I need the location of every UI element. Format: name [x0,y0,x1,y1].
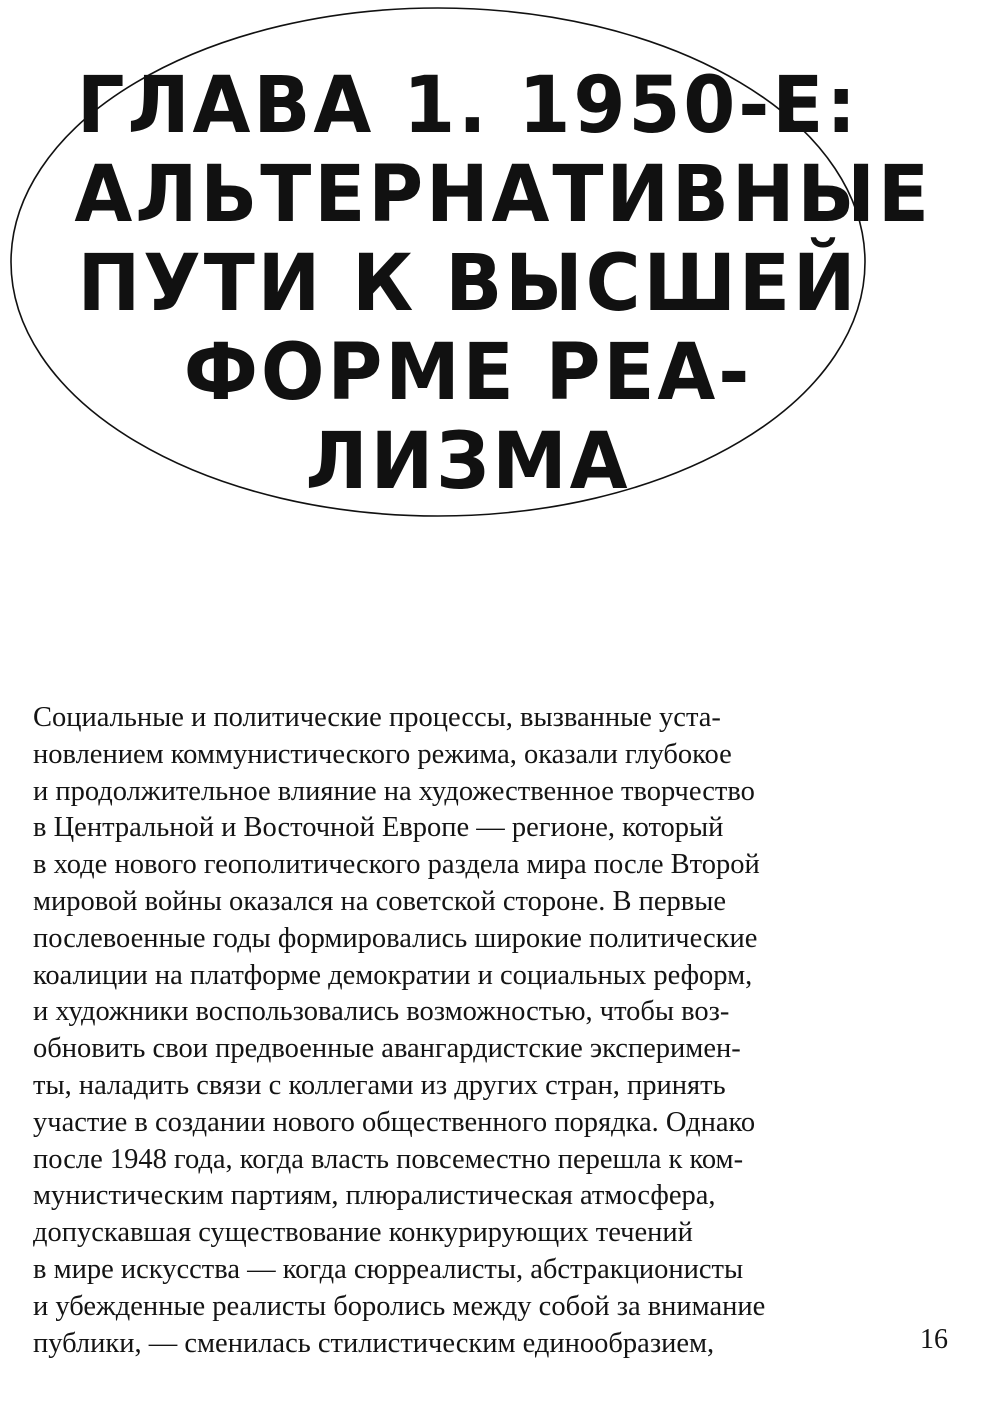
paragraph-line: и художники воспользовались возможностью, чтобы воз- [33,996,730,1028]
paragraph-line: участие в создании нового общественного порядка. Однако [33,1106,756,1138]
paragraph-line: Социальные и политические процессы, вызванные уста- [33,702,721,733]
paragraph-line: и продолжительное влияние на художественное творчество [33,775,755,807]
chapter-title-line: ГЛАВА 1. 1950-Е: [76,61,860,151]
chapter-title-line: ЛИЗМА [305,417,631,507]
paragraph-line: публики, — сменилась стилистическим единообразием, [33,1327,715,1359]
chapter-title-line: АЛЬТЕРНАТИВНЫЕ [74,150,932,240]
paragraph-line: послевоенные годы формировались широкие политические [33,922,758,954]
paragraph-line: новлением коммунистического режима, оказали глубокое [33,738,732,770]
paragraph-line: коалиции на платформе демократии и социальных реформ, [33,959,753,991]
paragraph-line: после 1948 года, когда власть повсеместно перешла к ком- [33,1143,744,1175]
chapter-title [74,61,932,507]
chapter-title-line: ПУТИ К ВЫСШЕЙ [77,239,859,329]
paragraph-line: мунистическим партиям, плюралистическая атмосфера, [33,1180,716,1212]
page-number: 16 [920,1324,948,1355]
chapter-title-line: ФОРМЕ РЕА- [183,328,753,418]
paragraph-line: и убежденные реалисты боролись между собой за внимание [33,1290,766,1322]
paragraph-line: обновить свои предвоенные авангардистские эксперимен- [33,1033,741,1065]
paragraph-line: допускавшая существование конкурирующих течений [33,1217,693,1249]
paragraph-line: мировой войны оказался на советской стороне. В первые [33,885,727,917]
body-paragraph [33,700,883,1362]
paragraph-line: в мире искусства — когда сюрреалисты, абстракционисты [33,1253,744,1285]
paragraph-line: в ходе нового геополитического раздела мира после Второй [33,849,760,881]
paragraph-line: ты, наладить связи с коллегами из других стран, принять [33,1069,726,1101]
paragraph-line: в Центральной и Восточной Европе — регионе, который [33,812,724,844]
